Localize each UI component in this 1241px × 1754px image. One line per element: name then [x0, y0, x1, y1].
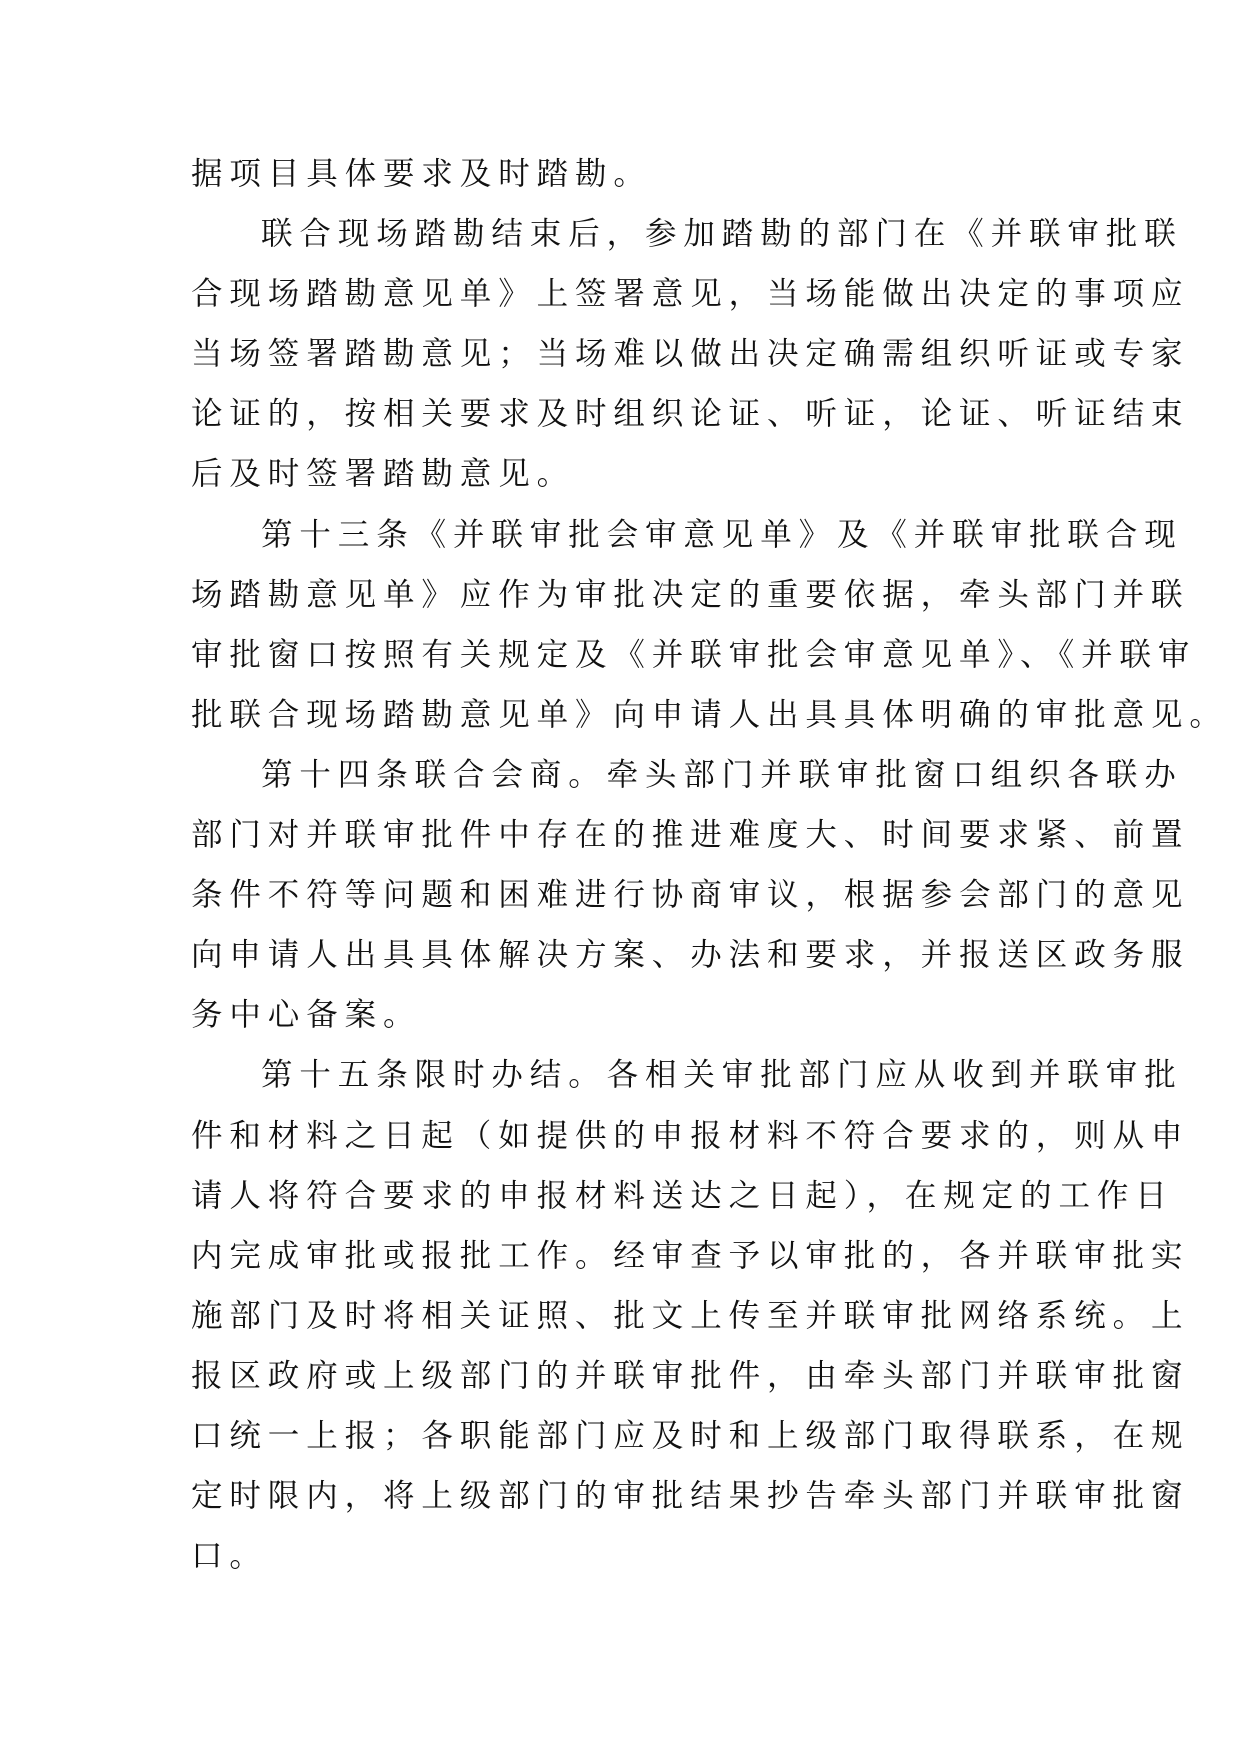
- text-line: 第十五条限时办结。各相关审批部门应从收到并联审批: [261, 1057, 1183, 1094]
- text-line: 内完成审批或报批工作。经审查予以审批的，各并联审批实: [191, 1237, 1190, 1274]
- text-line: 部门对并联审批件中存在的推进难度大、时间要求紧、前置: [191, 817, 1190, 854]
- text-line: 向申请人出具具体解决方案、办法和要求，并报送区政务服: [191, 937, 1190, 974]
- text-line: 务中心备案。: [191, 997, 422, 1034]
- text-line: 定时限内，将上级部门的审批结果抄告牵头部门并联审批窗: [191, 1478, 1190, 1515]
- text-line: 后及时签署踏勘意见。: [191, 456, 576, 493]
- text-line: 第十三条《并联审批会审意见单》及《并联审批联合现: [261, 516, 1183, 553]
- text-line: 件和材料之日起（如提供的申报材料不符合要求的，则从申: [191, 1117, 1190, 1154]
- text-line: 请人将符合要求的申报材料送达之日起），在规定的工作日: [191, 1177, 1174, 1214]
- text-line: 报区政府或上级部门的并联审批件，由牵头部门并联审批窗: [191, 1357, 1190, 1394]
- text-line: 口。: [191, 1538, 268, 1575]
- text-line: 批联合现场踏勘意见单》向申请人出具具体明确的审批意见。: [191, 696, 1228, 733]
- text-line: 审批窗口按照有关规定及《并联审批会审意见单》、《并联审: [191, 636, 1197, 673]
- text-line: 当场签署踏勘意见；当场难以做出决定确需组织听证或专家: [191, 336, 1190, 373]
- text-line: 施部门及时将相关证照、批文上传至并联审批网络系统。上: [191, 1297, 1190, 1334]
- text-line: 场踏勘意见单》应作为审批决定的重要依据，牵头部门并联: [191, 576, 1190, 613]
- text-line: 据项目具体要求及时踏勘。: [191, 156, 652, 192]
- text-line: 合现场踏勘意见单》上签署意见，当场能做出决定的事项应: [191, 276, 1190, 313]
- text-line: 条件不符等问题和困难进行协商审议，根据参会部门的意见: [191, 877, 1190, 914]
- text-line: 联合现场踏勘结束后，参加踏勘的部门在《并联审批联: [261, 216, 1183, 253]
- text-line: 第十四条联合会商。牵头部门并联审批窗口组织各联办: [261, 756, 1183, 793]
- text-line: 口统一上报；各职能部门应及时和上级部门取得联系，在规: [191, 1417, 1190, 1454]
- text-line: 论证的，按相关要求及时组织论证、听证，论证、听证结束: [191, 396, 1190, 433]
- document-body: [191, 144, 1228, 1586]
